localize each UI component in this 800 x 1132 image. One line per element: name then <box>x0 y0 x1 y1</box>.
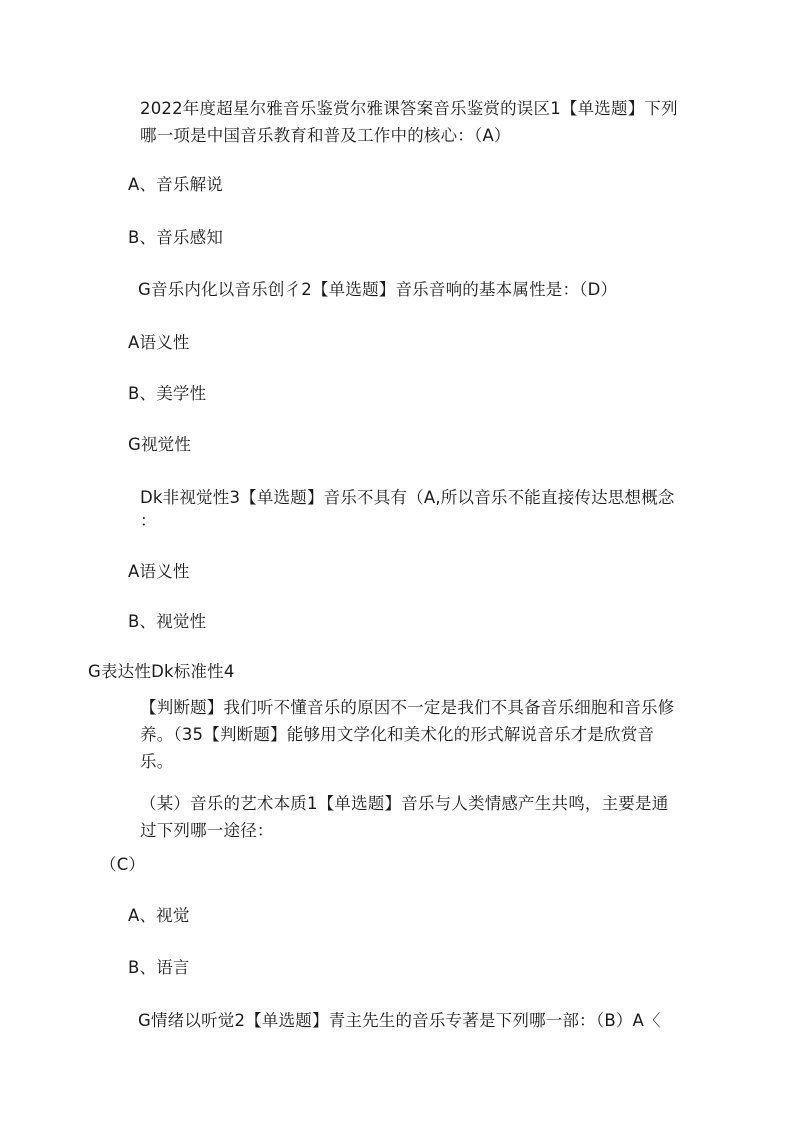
q4-text-line-1: 【判断题】我们听不懂音乐的原因不一定是我们不具备音乐细胞和音乐修 <box>140 698 675 717</box>
q4-text-line-3: 乐。 <box>140 752 174 771</box>
q1-text-line-1: 2022年度超星尔雅音乐鉴赏尔雅课答案音乐鉴赏的误区1【单选题】下列 <box>140 99 678 118</box>
q3-option-b: B、视觉性 <box>128 612 207 631</box>
section-heading-line-2: 过下列哪一途径： <box>140 821 274 840</box>
q2-text-line: G音乐内化以音乐创彳2【单选题】音乐音响的基本属性是：（D） <box>138 280 618 299</box>
q4-text-line-2: 养。（35【判断题】能够用文学化和美术化的形式解说音乐才是欣赏音 <box>140 725 655 744</box>
q3-text-line-1: Dk非视觉性3【单选题】音乐不具有（A,所以音乐不能直接传达思想概念 <box>140 488 675 507</box>
q6-text-line: G情绪以听觉2【单选题】青主先生的音乐专著是下列哪一部：（B）A〈 <box>138 1011 661 1030</box>
q2-option-a: A语义性 <box>128 333 190 352</box>
q2-option-b: B、美学性 <box>128 384 207 403</box>
q1-text-line-2: 哪一项是中国音乐教育和普及工作中的核心：（A） <box>140 126 511 145</box>
answer-c: （C） <box>100 855 146 874</box>
q5-option-b: B、语言 <box>128 958 190 977</box>
q2-option-c: G视觉性 <box>128 435 192 454</box>
q5-option-a: A、视觉 <box>128 906 190 925</box>
q1-option-a: A、音乐解说 <box>128 175 223 194</box>
q3-text-line-2: ： <box>140 511 157 530</box>
q1-option-b: B、音乐感知 <box>128 228 224 247</box>
q3-option-a: A语义性 <box>128 562 190 581</box>
q3-option-cd: G表达性Dk标准性4 <box>88 662 235 681</box>
section-heading-line-1: （某）音乐的艺术本质1【单选题】音乐与人类情感产生共鸣，主要是通 <box>140 794 669 813</box>
